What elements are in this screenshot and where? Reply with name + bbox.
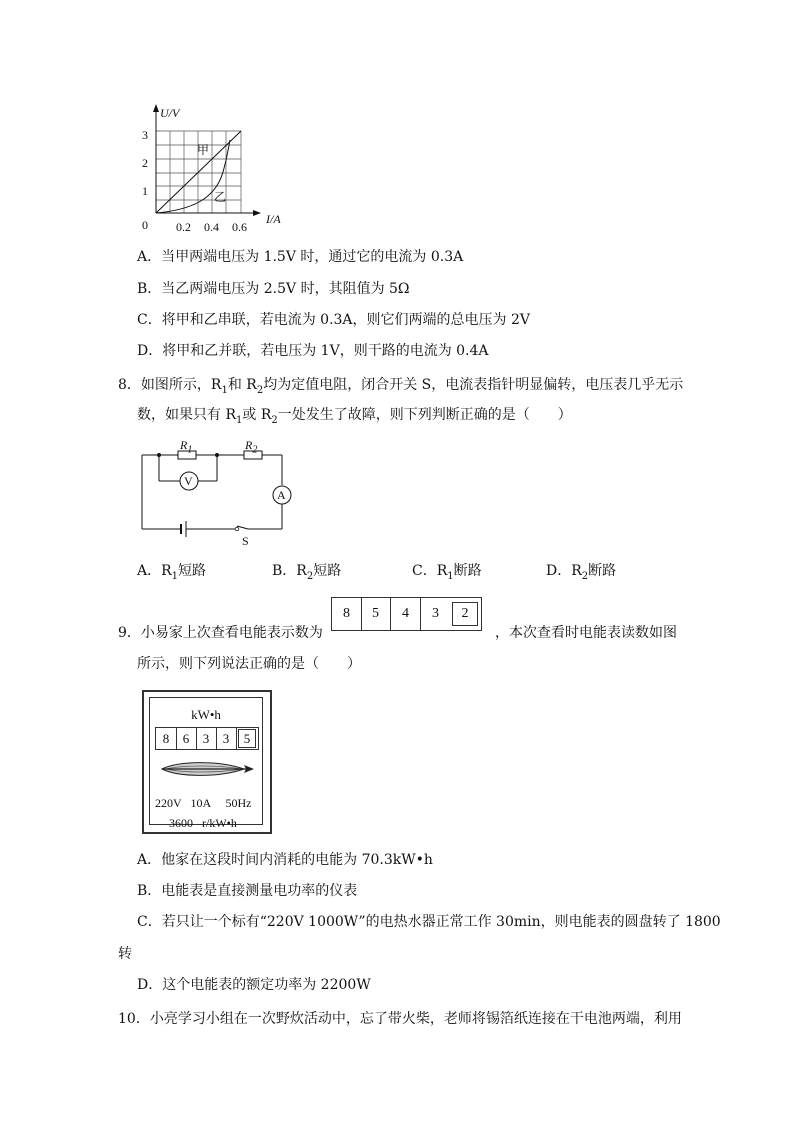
line-jia-label: 甲 [197,143,210,157]
option-letter: D．R [546,563,582,579]
y-axis-arrow [153,104,159,112]
stem-text: 或 R [242,407,272,423]
q7-option-a[interactable] [137,248,463,266]
subscript: 1 [447,570,454,582]
r1-label: $R_1$ [180,438,193,456]
q8-option-b[interactable] [272,562,341,586]
x-tick-0.4: 0.4 [204,220,219,234]
option-letter: B． [137,281,162,297]
y-tick-2: 2 [142,156,148,170]
q9-stem-line1a [118,624,323,642]
option-letter: D． [137,343,163,359]
q9-option-d[interactable] [137,976,371,994]
stem-text: 一处发生了故障，则下列判断正确的是（ ） [277,407,572,423]
stem-text: 和 R [227,377,257,393]
switch-pivot [235,527,239,531]
meter-specs: 220V 10A 50Hz [155,796,252,810]
subscript: 1 [221,384,228,396]
option-text: 这个电能表的额定功率为 2200W [162,977,371,993]
option-text: 将甲和乙并联，若电压为 1V，则干路的电流为 0.4A [162,343,489,359]
previous-reading-display [331,597,482,631]
meter-unit: kW•h [191,707,221,722]
option-text: 断路 [453,563,482,579]
curve-yi-label: 乙 [214,190,227,204]
question-number: 9． [118,625,141,641]
stem-text: 如图所示，R [140,377,222,393]
option-letter: C．R [412,563,448,579]
meter-digit-decimal: 5 [238,729,256,748]
stem-text: 均为定值电阻，闭合开关 S，电流表指针明显偏转，电压表几乎无示 [263,377,684,393]
option-text: 他家在这段时间内消耗的电能为 70.3kW•h [161,852,433,868]
question-number: 8． [118,377,141,393]
stem-text: 小亮学习小组在一次野炊活动中，忘了带火柴，老师将锡箔纸连接在干电池两端，利用 [149,1011,682,1027]
option-letter: C． [137,914,162,930]
previous-digit: 3 [432,606,439,621]
question-number: 10． [118,1011,150,1027]
y-tick-3: 3 [142,128,148,142]
x-tick-0.2: 0.2 [176,220,191,234]
meter-digit: 3 [216,728,237,749]
q9-option-b[interactable] [137,882,357,900]
q8-option-d[interactable] [546,562,616,586]
option-text: 断路 [588,563,617,579]
q9-option-a[interactable] [137,851,433,869]
option-text: 短路 [178,563,207,579]
q8-stem-line1 [118,376,683,400]
stem-text: 小易家上次查看电能表示数为 [140,625,323,641]
subscript: 2 [271,414,278,426]
q7-option-d[interactable] [137,342,489,360]
meter-digit: 3 [196,728,217,749]
option-letter: A． [137,852,162,868]
subscript: 2 [306,570,314,582]
ammeter-label: A [277,488,286,502]
option-text: 当乙两端电压为 2.5V 时，其阻值为 5Ω [161,281,410,297]
r2-label: $R_2$ [245,438,258,456]
q9-option-c-continued [118,945,132,963]
subscript: 2 [256,384,264,396]
q7-option-b[interactable] [137,280,410,298]
electric-meter [142,690,272,834]
previous-digit: 4 [391,598,421,630]
option-letter: A． [137,249,162,265]
option-text: 电能表是直接测量电功率的仪表 [161,883,358,899]
option-letter: C． [137,312,162,328]
voltmeter-label: V [184,474,193,488]
option-text: 当甲两端电压为 1.5V 时，通过它的电流为 0.3A [161,249,464,265]
q8-option-a[interactable] [137,562,206,586]
meter-digit: 8 [156,728,177,749]
q9-stem-line1b: ，本次查看时电能表读数如图 [495,625,677,641]
subscript: 1 [236,414,243,426]
meter-rating: 3600 r/kW•h [169,816,237,830]
meter-disc-icon [158,758,256,780]
meter-digit: 6 [176,728,197,749]
previous-digit-decimal: 2 [452,602,478,626]
junction-dot [215,453,219,457]
x-tick-0.6: 0.6 [232,220,247,234]
q9-option-c[interactable] [137,913,721,931]
subscript: 1 [171,570,179,582]
origin-label: 0 [142,218,148,232]
y-axis-label: U/V [160,106,180,120]
y-tick-1: 1 [142,184,148,198]
q9-stem-line2: 所示，则下列说法正确的是（ ） [137,656,361,672]
option-letter: B． [137,883,162,899]
meter-digit-row [155,727,259,750]
q8-option-c[interactable] [412,562,482,586]
junction-dot [157,453,161,457]
option-text: 短路 [313,563,342,579]
previous-digit: 8 [332,598,362,630]
subscript: 2 [581,570,589,582]
x-axis-arrow [253,210,261,216]
option-text: 若只让一个标有“220V 1000W”的电热水器正常工作 30min，则电能表的圆盘转了 1800 [161,914,721,930]
option-text: 转 [118,946,132,962]
switch-label: S [242,534,249,548]
q10-stem [118,1010,682,1028]
x-axis-label: I/A [266,212,281,226]
previous-digit: 5 [361,598,391,630]
q8-stem-line2 [137,406,572,430]
option-letter: A．R [137,563,172,579]
option-letter: B．R [272,563,307,579]
stem-text: 数，如果只有 R [137,407,236,423]
option-text: 将甲和乙串联，若电流为 0.3A，则它们两端的总电压为 2V [161,312,531,328]
meter-panel [149,697,263,830]
option-letter: D． [137,977,163,993]
q7-option-c[interactable] [137,311,530,329]
u-i-graph [135,100,285,235]
